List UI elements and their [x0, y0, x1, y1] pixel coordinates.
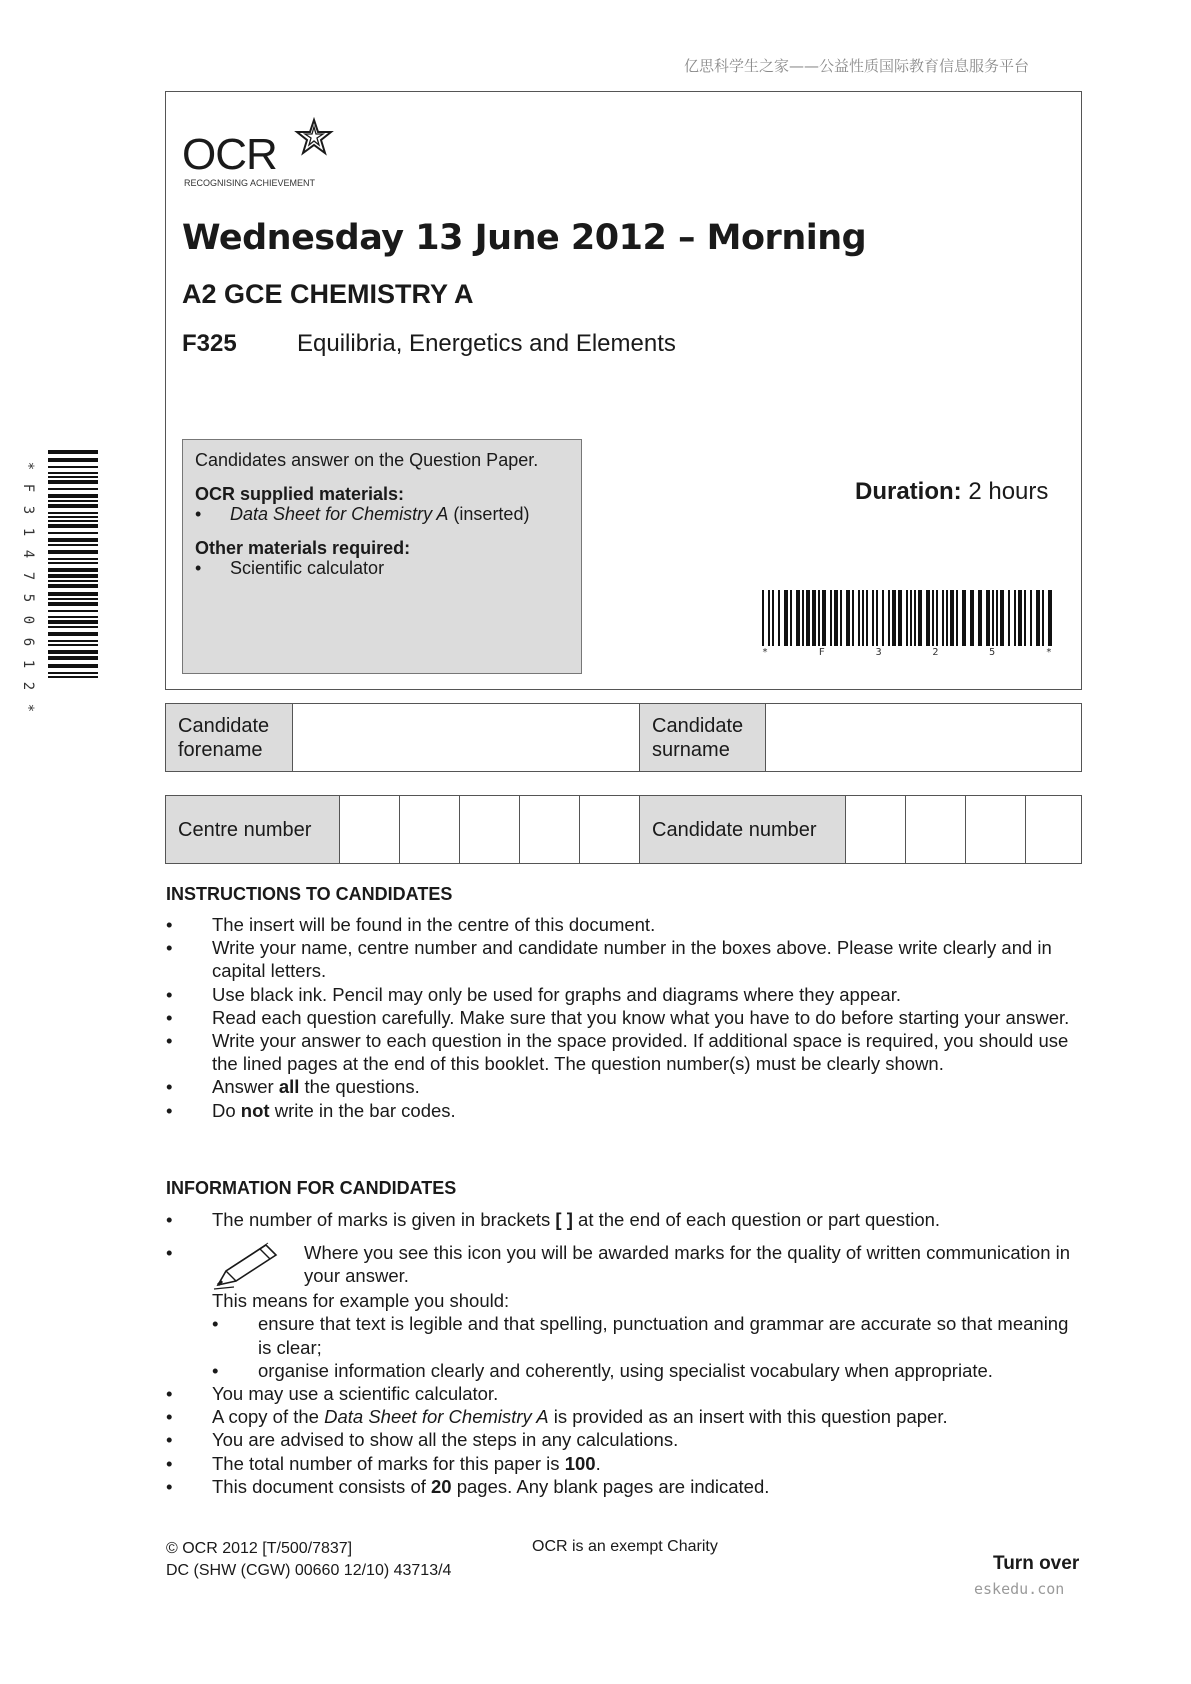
barcode-bar: [48, 592, 98, 596]
barcode-bar: [858, 590, 860, 646]
unit-code: F325: [182, 330, 237, 357]
barcode-bar: [48, 574, 98, 578]
barcode-bar: [48, 580, 98, 582]
do-not-pre: Do: [212, 1099, 241, 1121]
barcode-bar: [950, 590, 954, 646]
barcode-bar: [1042, 590, 1044, 646]
bullet: •: [166, 1006, 173, 1028]
barcode-bar: [962, 590, 966, 646]
barcode-bar: [942, 590, 944, 646]
barcode-char: 1: [20, 659, 36, 669]
do-not-post: write in the bar codes.: [269, 1099, 456, 1121]
instruction-item: [166, 936, 1086, 982]
centre-number-box[interactable]: [399, 796, 459, 863]
barcode-char: *: [762, 647, 769, 658]
barcode-bar: [892, 590, 896, 646]
duration-label: Duration:: [855, 478, 962, 505]
barcode-bar: [888, 590, 890, 646]
barcode-bar: [790, 590, 792, 646]
barcode-bar: [48, 466, 98, 468]
candidate-number-box[interactable]: [845, 796, 905, 863]
barcode-char: 4: [20, 549, 36, 559]
barcode-bar: [48, 476, 98, 478]
bullet: •: [195, 504, 202, 524]
barcode-bar: [48, 610, 98, 612]
do-not-bold: not: [240, 1099, 270, 1121]
barcode-bar: [1018, 590, 1022, 646]
barcode-bar: [882, 590, 884, 646]
candidate-number-row: [165, 795, 1082, 864]
barcode-char: 2: [932, 647, 939, 658]
other-item-text: Scientific calculator: [230, 558, 385, 578]
total-marks-pre: The total number of marks for this paper is: [212, 1452, 565, 1474]
instruction-text: The insert will be found in the centre of this document.: [212, 914, 656, 935]
star-icon: [294, 117, 334, 157]
watermark-top: 亿思科学生之家——公益性质国际教育信息服务平台: [684, 57, 1030, 75]
watermark-bottom: eskedu.con: [974, 1580, 1065, 1598]
materials-box: [182, 439, 582, 674]
candidate-number-box[interactable]: [965, 796, 1025, 863]
surname-label: Candidate surname: [639, 704, 765, 771]
info-item: [166, 1405, 1086, 1428]
supplied-item: [195, 504, 569, 524]
barcode-char: 0: [20, 615, 36, 625]
barcode-bar: [48, 516, 98, 518]
barcode-bar: [48, 504, 98, 508]
barcode-bar: [48, 644, 98, 646]
centre-number-box[interactable]: [339, 796, 399, 863]
instruction-item: [166, 1006, 1086, 1029]
barcode-bar: [906, 590, 908, 646]
footer-charity: OCR is an exempt Charity: [532, 1538, 718, 1555]
marks-note-bold: [ ]: [555, 1209, 573, 1230]
ocr-logo: [182, 115, 352, 190]
footer-left: [166, 1538, 451, 1582]
supplied-item-italic: Data Sheet for Chemistry A: [230, 504, 449, 524]
candidate-number-label: Candidate number: [639, 796, 845, 863]
barcode-char: 7: [20, 571, 36, 581]
sub-list: [166, 1312, 1086, 1382]
other-item: [195, 558, 569, 578]
instruction-item: [166, 1029, 1086, 1075]
barcode-bar: [48, 480, 98, 484]
instruction-item: [166, 1075, 1086, 1098]
barcode-bar: [876, 590, 878, 646]
info-item: [166, 1428, 1086, 1451]
barcode-char: *: [1045, 647, 1052, 658]
barcode-bar: [48, 676, 98, 678]
instruction-text: Read each question carefully. Make sure that you know what you have to do before starting your answer.: [212, 1006, 1070, 1028]
bullet: •: [166, 1452, 173, 1474]
info-item: [166, 1475, 1086, 1498]
barcode-bar: [936, 590, 938, 646]
barcode-bar: [802, 590, 804, 646]
barcode-char: 3: [20, 505, 36, 515]
barcode-char: 5: [20, 593, 36, 603]
footer-code: DC (SHW (CGW) 00660 12/10) 43713/4: [166, 1562, 452, 1579]
means-line: This means for example you should:: [212, 1290, 510, 1312]
centre-number-box[interactable]: [519, 796, 579, 863]
barcode-char: F: [20, 483, 36, 493]
instruction-item: [166, 1099, 1086, 1122]
barcode-bar: [772, 590, 774, 646]
forename-field[interactable]: [292, 704, 639, 771]
centre-number-label: Centre number: [166, 796, 339, 863]
unit-title: Equilibria, Energetics and Elements: [297, 330, 676, 357]
barcode-bar: [918, 590, 922, 646]
barcode-bar: [862, 590, 864, 646]
data-sheet-post: is provided as an insert with this question paper.: [548, 1406, 948, 1428]
barcode-bar: [48, 458, 98, 462]
barcode-bar: [946, 590, 948, 646]
instructions-list: [166, 913, 1086, 1122]
barcode-char: 3: [875, 647, 882, 658]
barcode-bar: [1030, 590, 1032, 646]
barcode-bar: [48, 616, 98, 618]
supplied-heading: OCR supplied materials:: [195, 484, 405, 504]
total-marks-post: .: [595, 1452, 601, 1474]
bullet: •: [166, 1030, 173, 1052]
bullet: •: [166, 1475, 173, 1497]
information-heading: INFORMATION FOR CANDIDATES: [166, 1178, 457, 1198]
barcode-bar: [910, 590, 912, 646]
sub-item: [212, 1312, 1086, 1358]
pencil-icon: [212, 1241, 284, 1291]
logo-tagline: RECOGNISING ACHIEVEMENT: [184, 178, 316, 188]
barcode-bar: [778, 590, 780, 646]
sub-item: [212, 1359, 1086, 1382]
info-item-icon: [166, 1241, 1086, 1289]
barcode-bar: [48, 472, 98, 474]
barcode-bar: [1000, 590, 1004, 646]
calculator-note: You may use a scientific calculator.: [212, 1383, 499, 1405]
barcode-right-text: [762, 647, 1052, 658]
bullet: •: [166, 1099, 173, 1121]
barcode-left: [48, 450, 98, 680]
barcode-bar: [48, 558, 98, 560]
sub-item-text: ensure that text is legible and that spelling, punctuation and grammar are accurate so that meaning is clear;: [258, 1313, 1069, 1358]
info-item: [166, 1382, 1086, 1405]
barcode-bar: [784, 590, 788, 646]
pages-pre: This document consists of: [212, 1475, 432, 1497]
bullet: •: [166, 1209, 173, 1230]
barcode-bar: [996, 590, 998, 646]
turn-over: Turn over: [993, 1553, 1080, 1574]
centre-number-box[interactable]: [459, 796, 519, 863]
barcode-bar: [48, 598, 98, 600]
info-item: [166, 1208, 1086, 1231]
barcode-right: [762, 590, 1052, 646]
barcode-char: 2: [20, 681, 36, 691]
instruction-item: [166, 913, 1086, 936]
barcode-bar: [872, 590, 874, 646]
barcode-bar: [48, 538, 98, 542]
barcode-bar: [866, 590, 868, 646]
barcode-char: 6: [20, 637, 36, 647]
bullet: •: [166, 983, 173, 1005]
instruction-text: Write your name, centre number and candidate number in the boxes above. Please write clearly and in capital letters.: [212, 937, 1052, 982]
info-item: [166, 1452, 1086, 1475]
steps-note: You are advised to show all the steps in any calculations.: [212, 1429, 679, 1451]
barcode-bar: [970, 590, 974, 646]
barcode-bar: [48, 584, 98, 588]
supplied-item-rest: (inserted): [448, 504, 530, 524]
bullet: •: [166, 1429, 173, 1451]
barcode-left-text: [22, 455, 34, 719]
barcode-bar: [48, 550, 98, 554]
exam-date: Wednesday 13 June 2012 – Morning: [182, 218, 867, 258]
marks-note-post: at the end of each question or part question.: [572, 1209, 941, 1230]
barcode-bar: [1048, 590, 1052, 646]
answer-all-bold: all: [278, 1076, 300, 1098]
bullet: •: [166, 937, 173, 959]
barcode-bar: [914, 590, 916, 646]
sub-item-text: organise information clearly and coherently, using specialist vocabulary when appropriate.: [258, 1359, 993, 1381]
instruction-text: Use black ink. Pencil may only be used for graphs and diagrams where they appear.: [212, 983, 901, 1005]
barcode-bar: [818, 590, 820, 646]
barcode-char: 5: [989, 647, 996, 658]
barcode-bar: [48, 562, 98, 564]
barcode-bar: [48, 620, 98, 624]
data-sheet-italic: Data Sheet for Chemistry A: [324, 1406, 549, 1428]
bullet: •: [166, 1383, 173, 1405]
bullet: •: [166, 914, 173, 935]
barcode-bar: [48, 488, 98, 490]
forename-label: Candidate forename: [166, 704, 292, 771]
barcode-bar: [48, 450, 98, 454]
answer-all-post: the questions.: [299, 1076, 420, 1098]
barcode-bar: [48, 544, 98, 546]
instruction-item: [166, 983, 1086, 1006]
barcode-bar: [48, 532, 98, 534]
barcode-char: *: [20, 461, 36, 471]
barcode-bar: [48, 602, 98, 606]
surname-field[interactable]: [765, 704, 1081, 771]
duration: [855, 478, 1048, 506]
instructions-heading: INSTRUCTIONS TO CANDIDATES: [166, 884, 453, 904]
barcode-bar: [48, 512, 98, 514]
barcode-bar: [822, 590, 826, 646]
barcode-bar: [48, 494, 98, 498]
barcode-bar: [840, 590, 842, 646]
barcode-bar: [48, 626, 98, 628]
other-heading: Other materials required:: [195, 538, 411, 558]
bullet: •: [212, 1313, 219, 1335]
marks-note-pre: The number of marks is given in brackets: [212, 1209, 556, 1230]
pages-bold: 20: [431, 1475, 452, 1497]
barcode-bar: [48, 664, 98, 668]
icon-note: Where you see this icon you will be awarded marks for the quality of written communication in your answer.: [304, 1242, 1071, 1287]
barcode-bar: [846, 590, 850, 646]
barcode-bar: [48, 650, 98, 654]
instruction-text: Write your answer to each question in the space provided. If additional space is required, you should use the lined pages at the end of this booklet. The question number(s) must be clearly shown.: [212, 1030, 1069, 1075]
exam-qualification: A2 GCE CHEMISTRY A: [182, 279, 474, 309]
barcode-bar: [1036, 590, 1040, 646]
barcode-bar: [932, 590, 934, 646]
barcode-bar: [986, 590, 990, 646]
barcode-bar: [768, 590, 770, 646]
barcode-bar: [796, 590, 800, 646]
barcode-bar: [48, 640, 98, 642]
barcode-bar: [926, 590, 930, 646]
candidate-number-box[interactable]: [1025, 796, 1081, 863]
bullet: •: [166, 1406, 173, 1428]
barcode-bar: [898, 590, 902, 646]
barcode-bar: [48, 568, 98, 572]
barcode-bar: [834, 590, 838, 646]
barcode-bar: [956, 590, 958, 646]
footer-copyright: © OCR 2012 [T/500/7837]: [166, 1540, 353, 1557]
bullet: •: [212, 1359, 219, 1381]
barcode-bar: [48, 656, 98, 660]
barcode-char: F: [818, 647, 825, 658]
barcode-bar: [852, 590, 854, 646]
barcode-bar: [48, 672, 98, 674]
barcode-bar: [992, 590, 994, 646]
barcode-bar: [48, 524, 98, 528]
bullet: •: [166, 1076, 173, 1098]
barcode-bar: [812, 590, 816, 646]
barcode-bar: [1014, 590, 1016, 646]
duration-value: 2 hours: [961, 478, 1049, 505]
information-list: [166, 1208, 1086, 1498]
barcode-bar: [48, 500, 98, 502]
barcode-bar: [48, 632, 98, 636]
barcode-bar: [762, 590, 764, 646]
total-marks-bold: 100: [564, 1452, 596, 1474]
barcode-char: *: [20, 703, 36, 713]
bullet: •: [166, 1242, 173, 1264]
barcode-char: 1: [20, 527, 36, 537]
pages-post: pages. Any blank pages are indicated.: [451, 1475, 770, 1497]
answer-all-pre: Answer: [212, 1076, 279, 1098]
barcode-bar: [806, 590, 810, 646]
bullet: •: [195, 558, 202, 578]
candidate-name-row: [165, 703, 1082, 772]
centre-number-box[interactable]: [579, 796, 639, 863]
candidate-number-box[interactable]: [905, 796, 965, 863]
barcode-bar: [1024, 590, 1026, 646]
barcode-bar: [48, 520, 98, 522]
barcode-bar: [978, 590, 982, 646]
data-sheet-pre: A copy of the: [212, 1406, 325, 1428]
logo-word: OCR: [182, 130, 277, 179]
answer-line: Candidates answer on the Question Paper.: [195, 450, 539, 470]
barcode-bar: [830, 590, 832, 646]
barcode-bar: [1008, 590, 1010, 646]
